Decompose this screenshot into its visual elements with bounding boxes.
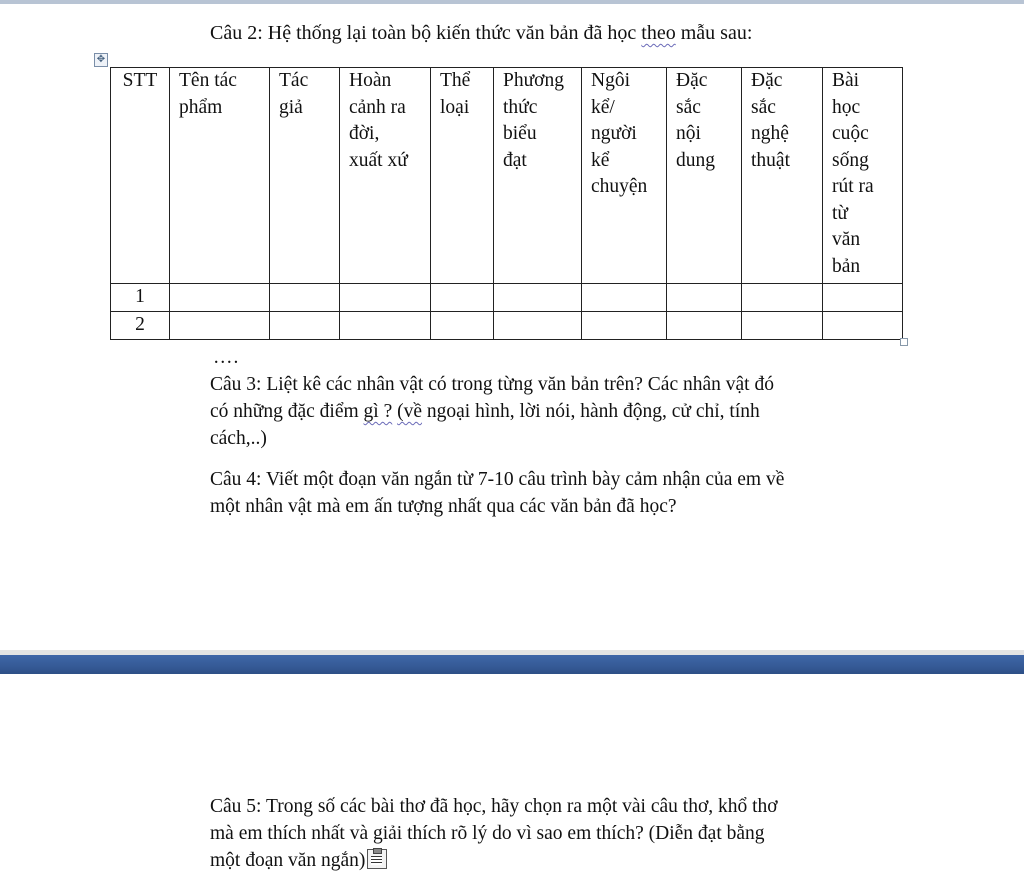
table-cell[interactable] xyxy=(270,284,340,312)
table-cell[interactable] xyxy=(270,312,340,340)
table-cell[interactable] xyxy=(170,284,270,312)
summary-table xyxy=(110,67,903,340)
table-cell[interactable] xyxy=(582,312,667,340)
header-tac-gia[interactable]: Tác giả xyxy=(270,68,340,284)
table-cell[interactable] xyxy=(582,284,667,312)
question-4: Câu 4: Viết một đoạn văn ngắn từ 7-10 câu trình bày cảm nhận của em về một nhân vật mà em ấn tượng nhất qua các văn bản đã học? xyxy=(210,469,785,517)
table-cell[interactable] xyxy=(823,312,903,340)
question-5: Câu 5: Trong số các bài thơ đã học, hãy chọn ra một vài câu thơ, khổ thơ mà em thích nhất và giải thích rõ lý do vì sao em thích? (Diễn đạt bằng một đoạn văn ngắn) xyxy=(210,796,778,871)
table-cell[interactable] xyxy=(494,312,582,340)
header-ngoi-ke[interactable]: Ngôi kể/ người kể chuyện xyxy=(582,68,667,284)
table-cell[interactable] xyxy=(742,284,823,312)
spellcheck-word: (về xyxy=(397,401,423,422)
ellipsis-text: …. xyxy=(213,347,240,368)
header-ten-tac-pham[interactable]: Tên tác phẩm xyxy=(170,68,270,284)
table-row xyxy=(111,284,903,312)
header-nghe-thuat[interactable]: Đặc sắc nghệ thuật xyxy=(742,68,823,284)
header-the-loai[interactable]: Thể loại xyxy=(431,68,494,284)
table-cell[interactable] xyxy=(823,284,903,312)
table-cell[interactable] xyxy=(170,312,270,340)
table-resize-handle-icon[interactable] xyxy=(900,338,908,346)
spellcheck-word: theo xyxy=(641,22,676,44)
header-noi-dung[interactable]: Đặc sắc nội dung xyxy=(667,68,742,284)
header-hoan-canh[interactable]: Hoàn cảnh ra đời, xuất xứ xyxy=(340,68,431,284)
table-cell[interactable] xyxy=(340,284,431,312)
spellcheck-word: gì ? xyxy=(363,401,393,422)
table-header-row xyxy=(111,68,903,284)
table-cell[interactable] xyxy=(494,284,582,312)
header-stt[interactable]: STT xyxy=(111,68,170,284)
table-cell[interactable] xyxy=(742,312,823,340)
question-3: Câu 3: Liệt kê các nhân vật có trong từng văn bản trên? Các nhân vật đó có những đặc điểm gì ? (về ngoại hình, lời nói, hành động, cử chỉ, tính cách,..) xyxy=(210,374,774,449)
table-cell[interactable] xyxy=(431,312,494,340)
question-2: Câu 2: Hệ thống lại toàn bộ kiến thức văn bản đã học theo mẫu sau: xyxy=(210,22,753,44)
header-bai-hoc[interactable]: Bài học cuộc sống rút ra từ văn bản xyxy=(823,68,903,284)
row-stt[interactable]: 2 xyxy=(111,312,170,340)
page-break-separator xyxy=(0,655,1024,674)
header-phuong-thuc[interactable]: Phương thức biểu đạt xyxy=(494,68,582,284)
table-cell[interactable] xyxy=(667,312,742,340)
table-cell[interactable] xyxy=(340,312,431,340)
clipboard-paste-icon[interactable] xyxy=(367,849,387,869)
table-cell[interactable] xyxy=(431,284,494,312)
table-cell[interactable] xyxy=(667,284,742,312)
table-row xyxy=(111,312,903,340)
row-stt[interactable]: 1 xyxy=(111,284,170,312)
table-move-handle-icon[interactable]: ✥ xyxy=(94,53,108,67)
window-top-edge xyxy=(0,0,1024,4)
